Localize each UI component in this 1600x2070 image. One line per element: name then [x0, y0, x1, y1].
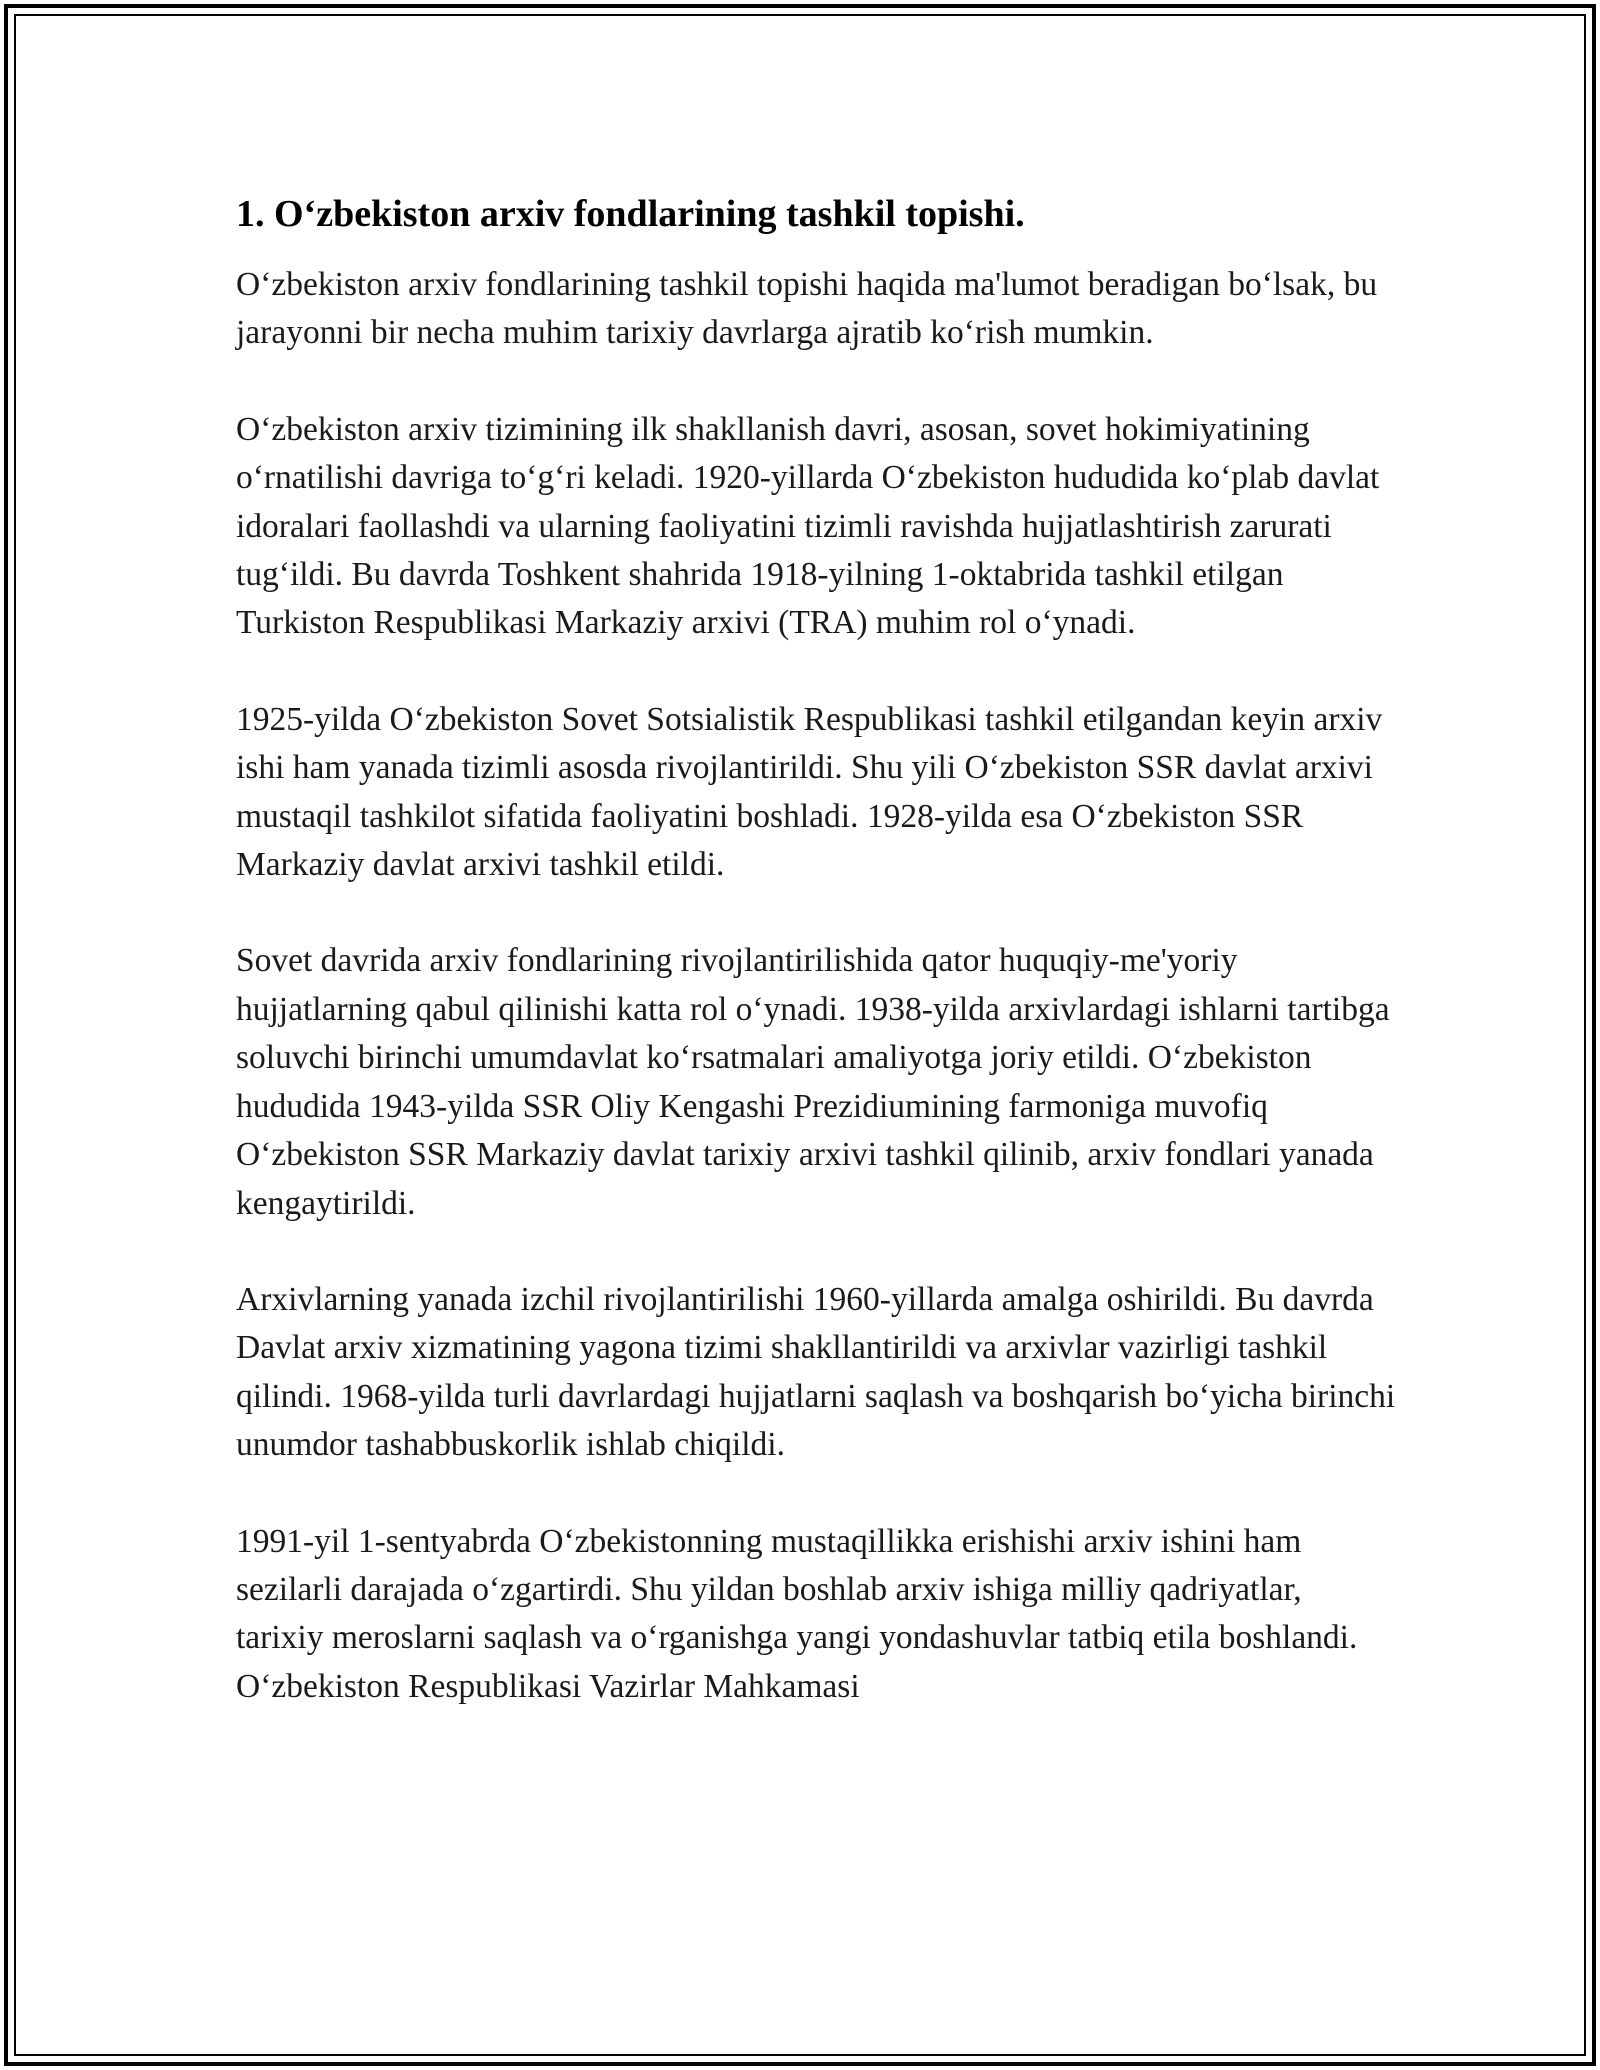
paragraph-independence: 1991-yil 1-sentyabrda O‘zbekistonning mustaqillikka erishishi arxiv ishini ham sezilarli darajada o‘zgartirdi. Shu yildan boshlab arxiv ishiga milliy qadriyatlar, tarixiy meroslarni saqlash va o‘rganishga yangi yondashuvlar tatbiq etila boshlandi. O‘zbekiston Respublikasi Vazirlar Mahkamasi: [236, 1522, 1358, 1705]
paragraph-soviet-period: Sovet davrida arxiv fondlarining rivojlantirilishida qator huquqiy-me'yoriy hujjatlarning qabul qilinishi katta rol o‘ynadi. 1938-yilda arxivlardagi ishlarni tartibga soluvchi birinchi umumdavlat ko‘rsatmalari amaliyotga joriy etildi. O‘zbekiston hududida 1943-yilda SSR Oliy Kengashi Prezidiumining farmoniga muvofiq O‘zbekiston SSR Markaziy davlat tarixiy arxivi tashkil qilinib, arxiv fondlari yanada kengaytirildi.: [236, 942, 1390, 1222]
section-heading: 1. O‘zbekiston arxiv fondlarining tashkil topishi.: [236, 193, 1025, 235]
paragraph-intro: O‘zbekiston arxiv fondlarining tashkil topishi haqida ma'lumot beradigan bo‘lsak, bu jarayonni bir necha muhim tarixiy davrlarga ajratib ko‘rish mumkin.: [236, 266, 1378, 352]
paragraph-early-period: O‘zbekiston arxiv tizimining ilk shakllanish davri, asosan, sovet hokimiyatining o‘rnatilishi davriga to‘g‘ri keladi. 1920-yillarda O‘zbekiston hududida ko‘plab davlat idoralari faollashdi va ularning faoliyatini tizimli ravishda hujjatlashtirish zarurati tug‘ildi. Bu davrda Toshkent shahrida 1918-yilning 1-oktabrida tashkil etilgan Turkiston Respublikasi Markaziy arxivi (TRA) muhim rol o‘ynadi.: [236, 410, 1380, 642]
document-page: [236, 186, 1396, 1759]
paragraph-1925: 1925-yilda O‘zbekiston Sovet Sotsialistik Respublikasi tashkil etilgandan keyin arxiv ishi ham yanada tizimli asosda rivojlantirildi. Shu yili O‘zbekiston SSR davlat arxivi mustaqil tashkilot sifatida faoliyatini boshladi. 1928-yilda esa O‘zbekiston SSR Markaziy davlat arxivi tashkil etildi.: [236, 700, 1383, 884]
paragraph-1960s: Arxivlarning yanada izchil rivojlantirilishi 1960-yillarda amalga oshirildi. Bu davrda Davlat arxiv xizmatining yagona tizimi shakllantirildi va arxivlar vazirligi tashkil qilindi. 1968-yilda turli davrlardagi hujjatlarni saqlash va boshqarish bo‘yicha birinchi unumdor tashabbuskorlik ishlab chiqildi.: [236, 1280, 1396, 1464]
